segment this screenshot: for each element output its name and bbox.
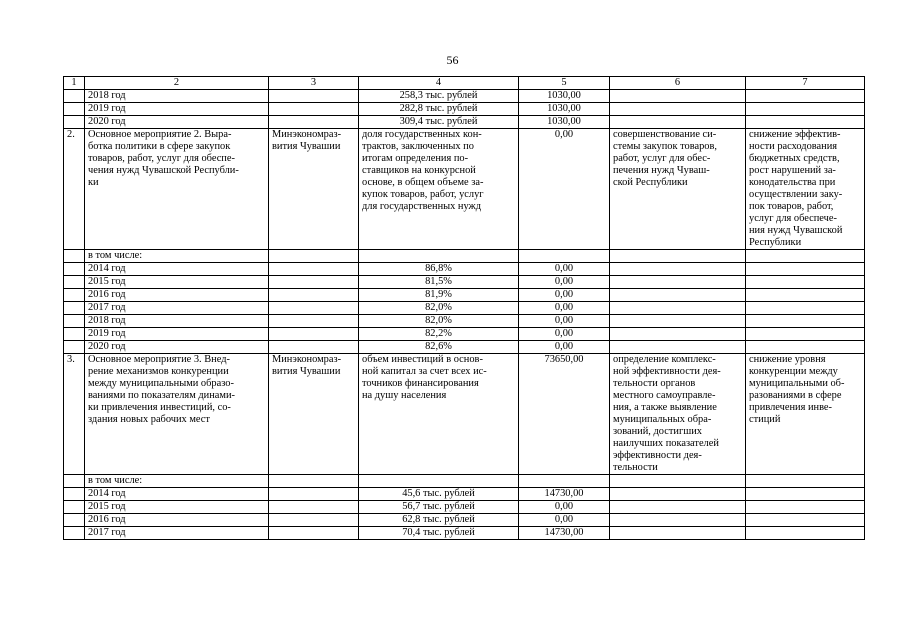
empty-cell [746,90,865,103]
empty-cell [746,250,865,263]
empty-cell [64,302,85,315]
page-number: 56 [446,53,459,67]
table-row [64,250,865,263]
empty-cell [269,328,359,341]
empty-cell [64,527,85,540]
empty-cell [746,302,865,315]
empty-cell [610,501,746,514]
expected-result: определение комплекс- ной эффективности дея- тельности органов местного самоуправле- ния, а также выявление муниципальных обра- зований, достигших наилучших показателей эффективности дея- тельности [610,354,746,475]
empty-cell [269,250,359,263]
amount-value: 0,00 [519,341,610,354]
table-row [64,90,865,103]
column-number: 3 [269,77,359,90]
empty-cell [269,302,359,315]
measure-name: Основное мероприятие 2. Выра- ботка политики в сфере закупок товаров, работ, услуг для обеспе- чения нужд Чувашской Республи- ки [85,129,269,250]
table-row [64,514,865,527]
empty-cell [269,263,359,276]
empty-cell [746,315,865,328]
table-row [64,116,865,129]
table-row [64,315,865,328]
empty-cell [269,527,359,540]
amount-value: 14730,00 [519,488,610,501]
table-row [64,302,865,315]
measure-row [64,129,865,250]
amount-value: 1030,00 [519,90,610,103]
column-number: 4 [359,77,519,90]
amount-value: 0,00 [519,315,610,328]
indicator-value: 86,8% [359,263,519,276]
amount-value: 0,00 [519,501,610,514]
empty-cell [269,514,359,527]
indicator-value: 82,6% [359,341,519,354]
empty-cell [359,250,519,263]
empty-cell [610,263,746,276]
empty-cell [64,514,85,527]
empty-cell [269,475,359,488]
empty-cell [64,90,85,103]
table-row [64,488,865,501]
empty-cell [269,116,359,129]
subtotal-label: в том числе: [85,250,269,263]
indicator-value: 62,8 тыс. рублей [359,514,519,527]
empty-cell [269,315,359,328]
empty-cell [519,250,610,263]
table-row [64,103,865,116]
year-cell: 2018 год [85,315,269,328]
empty-cell [64,328,85,341]
empty-cell [610,289,746,302]
table-row [64,328,865,341]
amount-value: 0,00 [519,263,610,276]
year-cell: 2017 год [85,302,269,315]
subtotal-label: в том числе: [85,475,269,488]
empty-cell [610,276,746,289]
empty-cell [746,289,865,302]
year-cell: 2017 год [85,527,269,540]
amount-value: 14730,00 [519,527,610,540]
measure-row [64,354,865,475]
empty-cell [64,250,85,263]
empty-cell [746,501,865,514]
year-cell: 2020 год [85,341,269,354]
table-row [64,263,865,276]
amount-value: 0,00 [519,289,610,302]
empty-cell [746,527,865,540]
table-row [64,341,865,354]
empty-cell [610,514,746,527]
amount-value: 1030,00 [519,116,610,129]
empty-cell [269,341,359,354]
measure-number: 3. [64,354,85,475]
indicator-value: 282,8 тыс. рублей [359,103,519,116]
table-row [64,276,865,289]
column-number: 5 [519,77,610,90]
empty-cell [610,103,746,116]
year-cell: 2019 год [85,328,269,341]
empty-cell [519,475,610,488]
indicator-value: 258,3 тыс. рублей [359,90,519,103]
column-number: 2 [85,77,269,90]
empty-cell [64,475,85,488]
column-number: 1 [64,77,85,90]
year-cell: 2016 год [85,289,269,302]
year-cell: 2019 год [85,103,269,116]
empty-cell [610,341,746,354]
measure-name: Основное мероприятие 3. Внед- рение механизмов конкуренции между муниципальными образо- ваниями по показателям динами- ки привлечения инвестиций, со- здания новых рабочих мест [85,354,269,475]
empty-cell [610,90,746,103]
empty-cell [64,276,85,289]
empty-cell [746,263,865,276]
empty-cell [610,315,746,328]
measure-number: 2. [64,129,85,250]
empty-cell [610,302,746,315]
amount-value: 1030,00 [519,103,610,116]
year-cell: 2015 год [85,501,269,514]
empty-cell [64,289,85,302]
empty-cell [64,116,85,129]
empty-cell [269,501,359,514]
amount-value: 0,00 [519,328,610,341]
empty-cell [64,263,85,276]
empty-cell [746,341,865,354]
executor: Минэкономраз- вития Чувашии [269,354,359,475]
indicator-name: доля государственных кон- трактов, заключенных по итогам определения по- ставщиков на конкурсной основе, в общем объеме за- купок товаров, работ, услуг для государственных нужд [359,129,519,250]
indicator-value: 309,4 тыс. рублей [359,116,519,129]
empty-cell [64,315,85,328]
empty-cell [746,276,865,289]
column-number: 7 [746,77,865,90]
empty-cell [64,103,85,116]
year-cell: 2016 год [85,514,269,527]
year-cell: 2020 год [85,116,269,129]
risk-consequence: снижение эффектив- ности расходования бюджетных средств, рост нарушений за- конодательства при осуществлении заку- пок товаров, работ, услуг для обеспече- ния нужд Чувашской Республики [746,129,865,250]
empty-cell [610,250,746,263]
empty-cell [359,475,519,488]
empty-cell [269,103,359,116]
indicator-value: 81,9% [359,289,519,302]
risk-consequence: снижение уровня конкуренции между муниципальными об- разованиями в сфере привлечения инве- стиций [746,354,865,475]
indicator-value: 82,0% [359,315,519,328]
empty-cell [746,328,865,341]
empty-cell [269,488,359,501]
empty-cell [64,341,85,354]
empty-cell [746,488,865,501]
empty-cell [269,289,359,302]
year-cell: 2014 год [85,263,269,276]
empty-cell [610,475,746,488]
empty-cell [746,116,865,129]
year-cell: 2015 год [85,276,269,289]
indicator-value: 81,5% [359,276,519,289]
empty-cell [746,514,865,527]
amount-value: 0,00 [519,302,610,315]
indicator-value: 82,0% [359,302,519,315]
table-row [64,475,865,488]
measures-table [63,76,865,540]
empty-cell [610,527,746,540]
empty-cell [269,90,359,103]
indicator-value: 45,6 тыс. рублей [359,488,519,501]
empty-cell [746,475,865,488]
executor: Минэкономраз- вития Чувашии [269,129,359,250]
amount-value: 0,00 [519,276,610,289]
column-numbers-row [64,77,865,90]
indicator-name: объем инвестиций в основ- ной капитал за счет всех ис- точников финансирования на душу населения [359,354,519,475]
amount-value: 0,00 [519,514,610,527]
indicator-value: 82,2% [359,328,519,341]
table-row [64,501,865,514]
indicator-value: 70,4 тыс. рублей [359,527,519,540]
column-number: 6 [610,77,746,90]
table-row [64,527,865,540]
amount-value: 73650,00 [519,354,610,475]
year-cell: 2018 год [85,90,269,103]
empty-cell [610,116,746,129]
year-cell: 2014 год [85,488,269,501]
empty-cell [269,276,359,289]
empty-cell [746,103,865,116]
empty-cell [64,501,85,514]
empty-cell [610,488,746,501]
table-row [64,289,865,302]
amount-value: 0,00 [519,129,610,250]
empty-cell [610,328,746,341]
indicator-value: 56,7 тыс. рублей [359,501,519,514]
expected-result: совершенствование си- стемы закупок товаров, работ, услуг для обес- печения нужд Чуваш- ской Республики [610,129,746,250]
empty-cell [64,488,85,501]
